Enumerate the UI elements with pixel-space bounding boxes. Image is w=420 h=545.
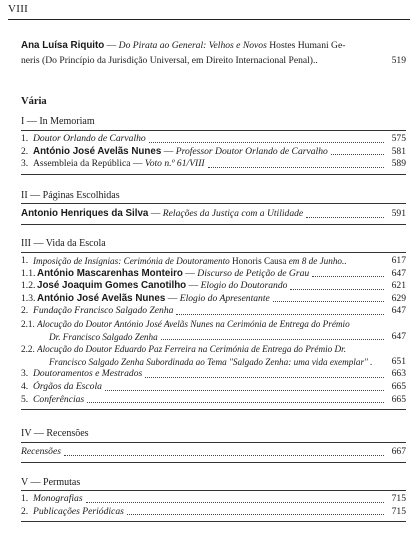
- leader-dots: [290, 288, 384, 290]
- item-page: 665: [391, 393, 406, 405]
- leader-dots: [86, 501, 384, 503]
- item-text: Doutoramentos e Mestrados: [33, 368, 143, 380]
- leader-dots: [87, 401, 384, 403]
- item-text: Fundação Francisco Salgado Zenha: [33, 305, 174, 317]
- item-author: António José Avelãs Nunes: [33, 145, 162, 157]
- item-number: 2.: [21, 145, 29, 157]
- leader-dots: [273, 300, 384, 302]
- item-page: 647: [391, 267, 406, 279]
- item-number: 1.1.: [21, 267, 36, 279]
- toc-row: [21, 506, 406, 519]
- item-number: 1.: [21, 255, 29, 266]
- item-number: 5.: [21, 393, 29, 405]
- recensoes-box: [21, 442, 406, 463]
- lead-title-rest: Hostes Humani Ge-: [269, 40, 346, 51]
- item-page: 589: [391, 158, 406, 170]
- item-text-italic: Imposição de Insígnias: Cerimónia de Doutoramento: [33, 256, 230, 266]
- paginas-box: [21, 203, 406, 225]
- page-number: VIII: [8, 3, 29, 15]
- item-author: António Mascarenhas Monteiro: [37, 267, 183, 279]
- item-text-line2: Dr. Francisco Salgado Zenha: [49, 331, 158, 342]
- leader-dots: [161, 338, 384, 340]
- lead-entry: [21, 39, 406, 68]
- leader-dots: [145, 376, 384, 378]
- item-text: Elogio do Doutorando: [200, 280, 288, 292]
- item-text: Doutor Orlando de Carvalho: [33, 133, 146, 144]
- group-head-memoriam: I — In Memoriam: [21, 116, 95, 127]
- toc-row: [21, 158, 406, 171]
- group-head-paginas: II — Páginas Escolhidas: [21, 190, 120, 201]
- item-page: 647: [391, 305, 406, 317]
- group-head-escola: III — Vida da Escola: [21, 238, 106, 249]
- item-number: 2.1.: [21, 318, 35, 329]
- item-text-line2: Francisco Salgado Zenha Subordinada ao Tema "Salgado Zenha: uma vida exemplar" .: [49, 356, 373, 367]
- item-number: 1.2.: [21, 280, 36, 292]
- item-page: 715: [391, 493, 406, 504]
- item-number: 2.: [21, 505, 29, 517]
- toc-row: [21, 305, 406, 318]
- toc-row: [21, 318, 406, 343]
- item-number: 1.: [21, 493, 29, 504]
- lead-line2: [21, 54, 406, 69]
- escola-box: [21, 252, 406, 410]
- toc-row: [21, 381, 406, 394]
- toc-row: [21, 133, 406, 146]
- toc-row: Antonio Henriques da Silva — Relações da Justiça com a Utilidade 591: [21, 208, 406, 219]
- leader-dots: [208, 166, 384, 168]
- item-page: 663: [391, 368, 406, 380]
- item-page: 629: [391, 292, 406, 304]
- item-text: Relações da Justiça com a Utilidade: [162, 208, 304, 219]
- item-page: 591: [391, 208, 406, 219]
- item-text: Discurso de Petição de Grau: [197, 267, 310, 279]
- permutas-box: [21, 490, 406, 522]
- item-text: Elogio do Apresentante: [179, 292, 270, 304]
- toc-row: 1.2. José Joaquim Gomes Canotilho — Elogio do Doutorando 621: [21, 280, 406, 292]
- item-text: Monografias: [33, 493, 83, 504]
- header-rule: [8, 19, 410, 20]
- leader-dots: [306, 216, 384, 218]
- item-text-line1: Alocução do Doutor António José Avelãs Nunes na Cerimónia de Entrega do Prémio: [37, 318, 350, 329]
- leader-dots: [312, 275, 384, 277]
- toc-row: [21, 343, 406, 368]
- leader-dots: [350, 264, 384, 265]
- item-text: Assembleia da República —: [33, 158, 143, 170]
- lead-line1: Ana Luísa Riquito — Do Pirata ao General: Velhos e Novos Hostes Humani Ge-: [21, 40, 346, 51]
- item-page: 651: [391, 355, 406, 367]
- item-text: Publicações Periódicas: [33, 505, 124, 517]
- toc-row: 1.1. António Mascarenhas Monteiro — Discurso de Petição de Grau 647: [21, 267, 406, 279]
- item-page: 715: [391, 505, 406, 517]
- toc-row: [21, 394, 406, 407]
- toc-row: [21, 255, 406, 268]
- group-head-permutas: V — Permutas: [21, 477, 81, 488]
- item-page: 665: [391, 380, 406, 392]
- item-number: 1.: [21, 133, 29, 144]
- item-text: Órgãos da Escola: [33, 380, 102, 392]
- item-number: 2.2.: [21, 344, 35, 355]
- leader-dots: [64, 454, 384, 456]
- leader-dots: [105, 389, 384, 391]
- leader-dots: [331, 153, 384, 155]
- lead-page: 519: [391, 54, 406, 66]
- item-number: 2.: [21, 305, 29, 317]
- item-text: Conferências: [33, 393, 85, 405]
- item-page: 575: [391, 133, 406, 144]
- item-text-italic: em 8 de Junho..: [288, 256, 347, 266]
- memoriam-box: [21, 130, 406, 175]
- lead-title-line2: neris (Do Princípio da Jurisdição Universal, em Direito Internacional Penal)..: [21, 54, 318, 66]
- item-author: António José Avelãs Nunes: [37, 292, 166, 304]
- item-page: 581: [391, 145, 406, 157]
- toc-row: 1.3. António José Avelãs Nunes — Elogio do Apresentante 629: [21, 292, 406, 304]
- group-head-recensoes: IV — Recensões: [21, 428, 89, 439]
- toc-row: [21, 493, 406, 506]
- item-text: Professor Doutor Orlando de Carvalho: [175, 145, 328, 157]
- item-text-italic: Voto n.º 61/VIII: [144, 158, 205, 170]
- item-number: 4.: [21, 380, 29, 392]
- toc-row: 2. António José Avelãs Nunes — Professor Doutor Orlando de Carvalho 581: [21, 145, 406, 157]
- lead-title-italic: Do Pirata ao General: Velhos e Novos: [118, 40, 267, 51]
- toc-row: [21, 445, 406, 459]
- item-author: José Joaquim Gomes Canotilho: [37, 280, 187, 292]
- item-page: 667: [391, 446, 406, 457]
- leader-dots: [176, 313, 384, 315]
- lead-author: Ana Luísa Riquito: [21, 40, 105, 51]
- leader-dots: [127, 513, 384, 515]
- item-text: Honoris Causa: [232, 256, 287, 266]
- item-page: 647: [391, 330, 406, 342]
- item-number: 3.: [21, 368, 29, 380]
- item-page: 617: [391, 255, 406, 266]
- item-number: 3.: [21, 158, 29, 170]
- item-author: Antonio Henriques da Silva: [21, 208, 149, 219]
- item-text: Recensões: [21, 446, 61, 457]
- item-text-line1: Alocução do Doutor Eduardo Paz Ferreira na Cerimónia de Entrega do Prémio Dr.: [37, 344, 347, 355]
- item-number: 1.3.: [21, 292, 36, 304]
- section-title-varia: Vária: [21, 96, 47, 107]
- leader-dots: [149, 141, 384, 143]
- toc-row: [21, 368, 406, 381]
- item-page: 621: [391, 280, 406, 292]
